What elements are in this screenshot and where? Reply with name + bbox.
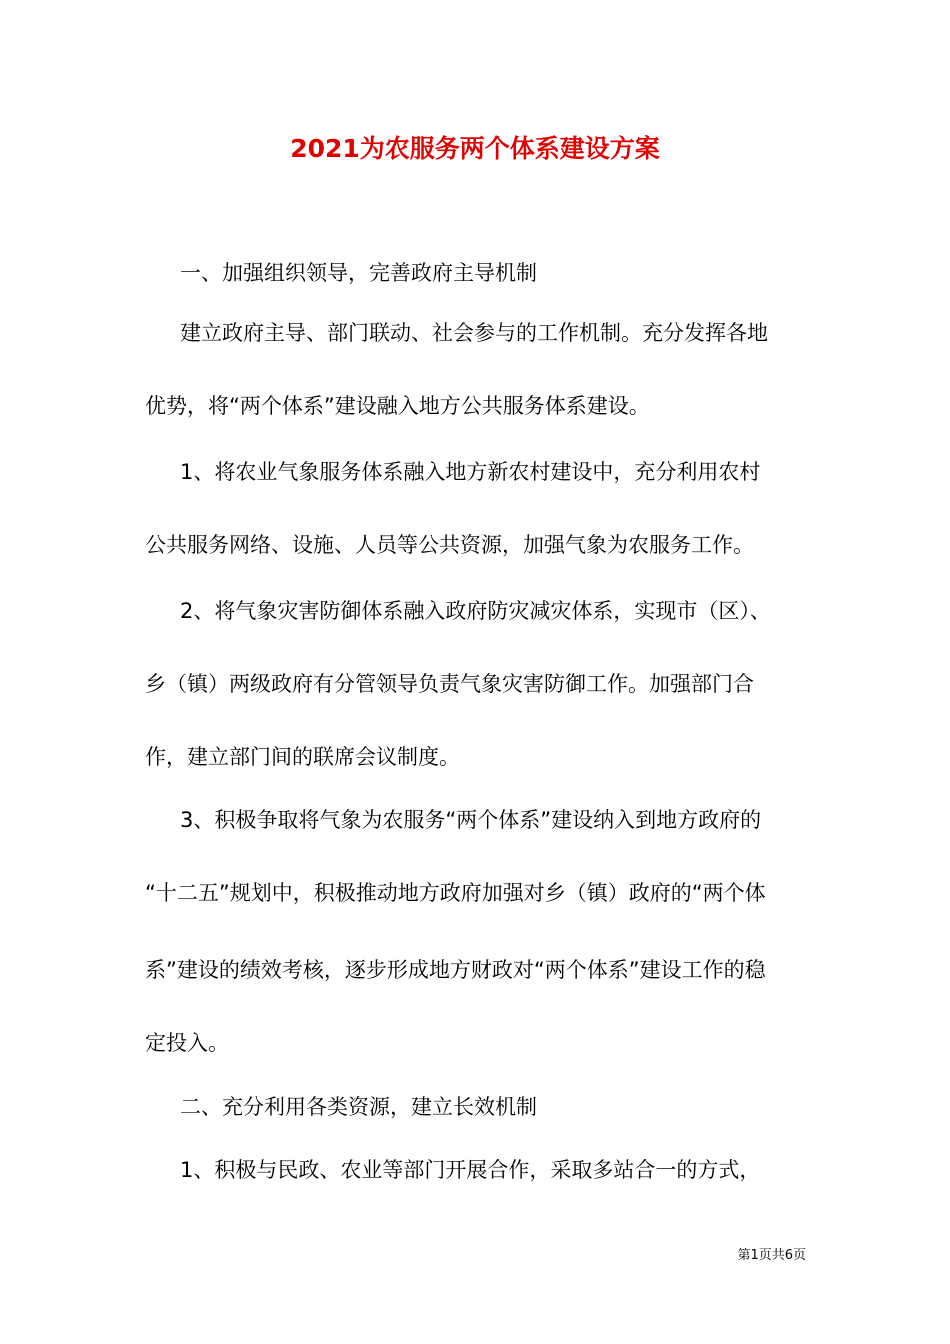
paragraph-line: 建立政府主导、部门联动、社会参与的工作机制。充分发挥各地 xyxy=(180,321,768,345)
page-number: 第1页共6页 xyxy=(737,1248,806,1263)
paragraph-line: 2、将气象灾害防御体系融入政府防灾减灾体系，实现市（区）、 xyxy=(180,599,771,623)
paragraph-line: 3、积极争取将气象为农服务“两个体系”建设纳入到地方政府的 xyxy=(180,808,762,832)
section-heading-1: 一、加强组织领导，完善政府主导机制 xyxy=(180,261,537,285)
paragraph-line: 作，建立部门间的联席会议制度。 xyxy=(145,745,460,769)
paragraph-line: “十二五”规划中，积极推动地方政府加强对乡（镇）政府的“两个体 xyxy=(145,881,766,905)
paragraph-line: 定投入。 xyxy=(145,1031,229,1055)
paragraph-line: 公共服务网络、设施、人员等公共资源，加强气象为农服务工作。 xyxy=(145,533,754,557)
section-heading-2: 二、充分利用各类资源，建立长效机制 xyxy=(180,1095,537,1119)
paragraph-line: 优势，将“两个体系”建设融入地方公共服务体系建设。 xyxy=(145,394,650,418)
document-title: 2021为农服务两个体系建设方案 xyxy=(290,134,660,163)
paragraph-line: 1、将农业气象服务体系融入地方新农村建设中，充分利用农村 xyxy=(180,460,761,484)
paragraph-line: 乡（镇）两级政府有分管领导负责气象灾害防御工作。加强部门合 xyxy=(145,672,754,696)
paragraph-line: 系”建设的绩效考核，逐步形成地方财政对“两个体系”建设工作的稳 xyxy=(145,958,766,982)
paragraph-line: 1、积极与民政、农业等部门开展合作，采取多站合一的方式， xyxy=(180,1158,761,1182)
